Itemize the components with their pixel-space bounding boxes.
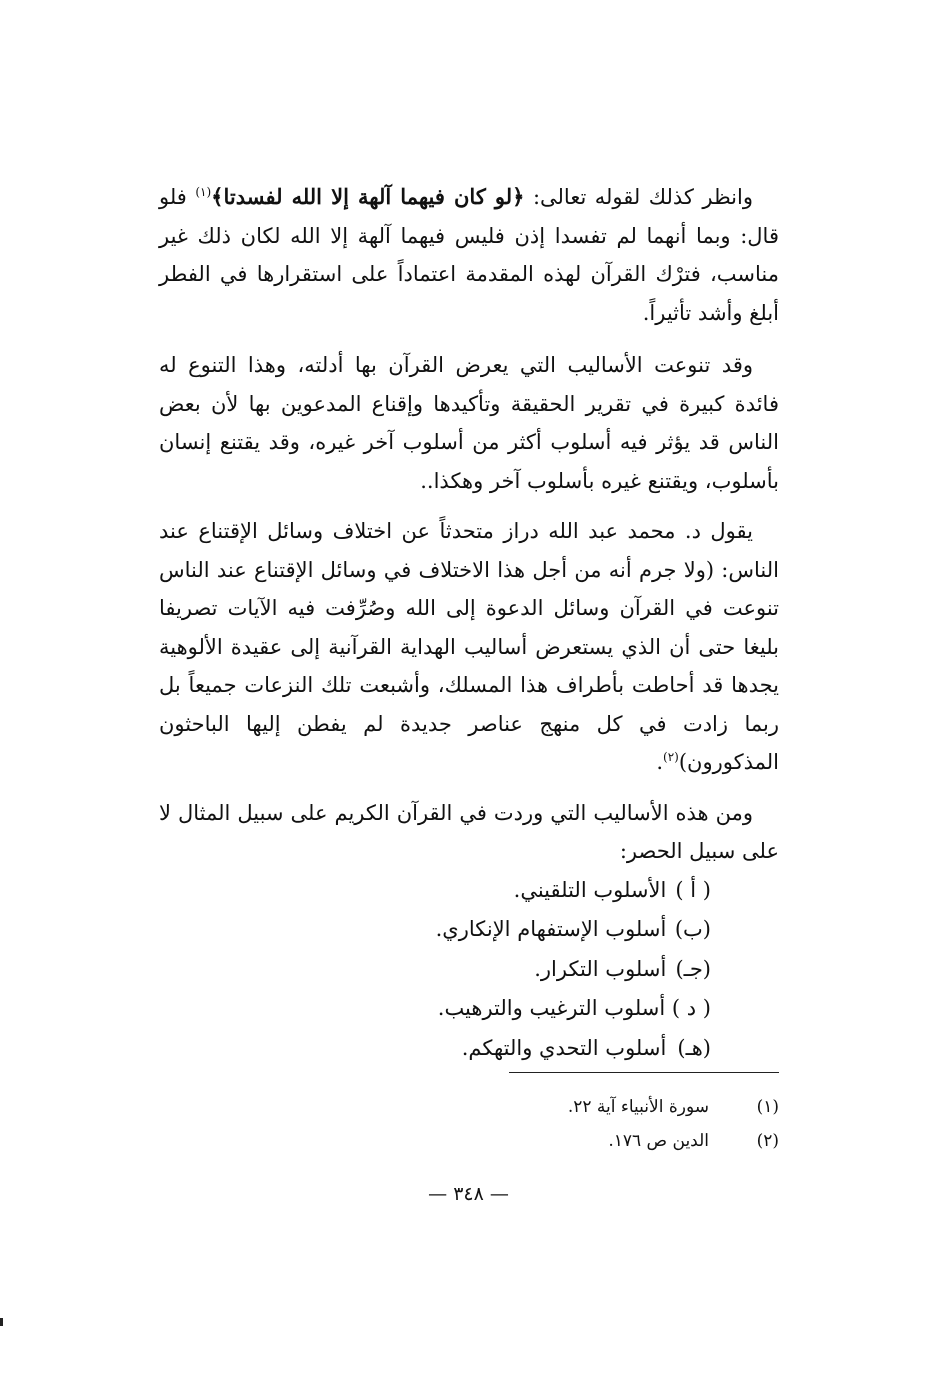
- paragraph-3-main: يقول د. محمد عبد الله دراز متحدثاً عن اختلاف وسائل الإقتناع عند الناس: (ولا جرم أنه من أجل هذا الاختلاف في وسائل الإقتناع عند الناس تنوعت في القرآن وسائل الدعوة إلى الله وصُرِّفت فيه الآيات تصريفا بليغا حتى أن الذي يستعرض أساليب الهداية القرآنية إلى عقيدة الألوهية يجدها قد أحاطت بأطراف هذا المسلك، وأشبعت تلك النزعات جميعاً بل ربما زادت في كل منهج عناصر جديدة لم يفطن إليها الباحثون المذكورون): [159, 519, 779, 774]
- paragraph-1: [159, 178, 779, 332]
- list-item-marker: (جـ): [675, 956, 711, 981]
- list-item-text: أسلوب التكرار.: [534, 956, 667, 981]
- footnotes: [419, 1090, 779, 1158]
- page-body: [159, 178, 779, 1068]
- paragraph-3-end: .: [656, 750, 664, 774]
- list-item-marker: (هـ): [677, 1035, 711, 1060]
- paragraph-4: ومن هذه الأساليب التي وردت في القرآن الكريم على سبيل المثال لا على سبيل الحصر:: [159, 800, 779, 863]
- paragraph-3: [159, 512, 779, 782]
- list-item-marker: (ب): [674, 917, 711, 941]
- footnote-ref-1[interactable]: (١): [195, 185, 212, 199]
- scan-edge-mark: [0, 1318, 3, 1326]
- list-item-text: أسلوب الترغيب والترهيب.: [437, 996, 666, 1020]
- list-item-marker: ( أ ): [675, 877, 711, 902]
- footnote-2: [419, 1124, 779, 1158]
- footnote-ref-2[interactable]: (٢): [663, 750, 679, 764]
- list-item: [159, 989, 779, 1029]
- list-item-text: أسلوب الإستفهام الإنكاري.: [435, 917, 667, 941]
- paragraph-1-start: وانظر كذلك لقوله تعالى:: [524, 185, 753, 209]
- list-item-marker: ( د ): [671, 996, 711, 1020]
- list-item-text: الأسلوب التلقيني.: [513, 877, 667, 902]
- list-item: [159, 871, 779, 911]
- styles-list: [159, 871, 779, 1069]
- paragraph-1-rest: فلو قال: وبما أنهما لم تفسدا إذن فليس فيهما آلهة إلا الله لكان ذلك غير مناسب، فترْك القرآن لهذه المقدمة اعتماداً على استقرارها في الفطر أبلغ وأشد تأثيراً.: [159, 185, 779, 325]
- footnote-number: (١): [756, 1097, 779, 1117]
- footnote-1: [419, 1090, 779, 1124]
- quran-quote: ﴿لو كان فيهما آلهة إلا الله لفسدتا﴾: [211, 184, 525, 209]
- footnote-number: (٢): [756, 1131, 779, 1151]
- paragraph-2: وقد تنوعت الأساليب التي يعرض القرآن بها أدلته، وهذا التنوع له فائدة كبيرة في تقرير الحقيقة وتأكيدها وإقناع المدعوين بها لأن بعض الناس قد يؤثر فيه أسلوب أكثر من أسلوب آخر غيره، وقد يقتنع إنسان بأسلوب، ويقتنع غيره بأسلوب آخر وهكذا..: [159, 353, 779, 493]
- footnote-text: الدين ص ١٧٦.: [608, 1131, 709, 1151]
- list-item: [159, 910, 779, 950]
- list-item: [159, 950, 779, 990]
- footnote-divider: [509, 1072, 779, 1073]
- footnote-text: سورة الأنبياء آية ٢٢.: [567, 1097, 709, 1117]
- list-item: [159, 1029, 779, 1069]
- page-number: — ٣٤٨ —: [428, 1183, 509, 1205]
- list-item-text: أسلوب التحدي والتهكم.: [461, 1035, 667, 1060]
